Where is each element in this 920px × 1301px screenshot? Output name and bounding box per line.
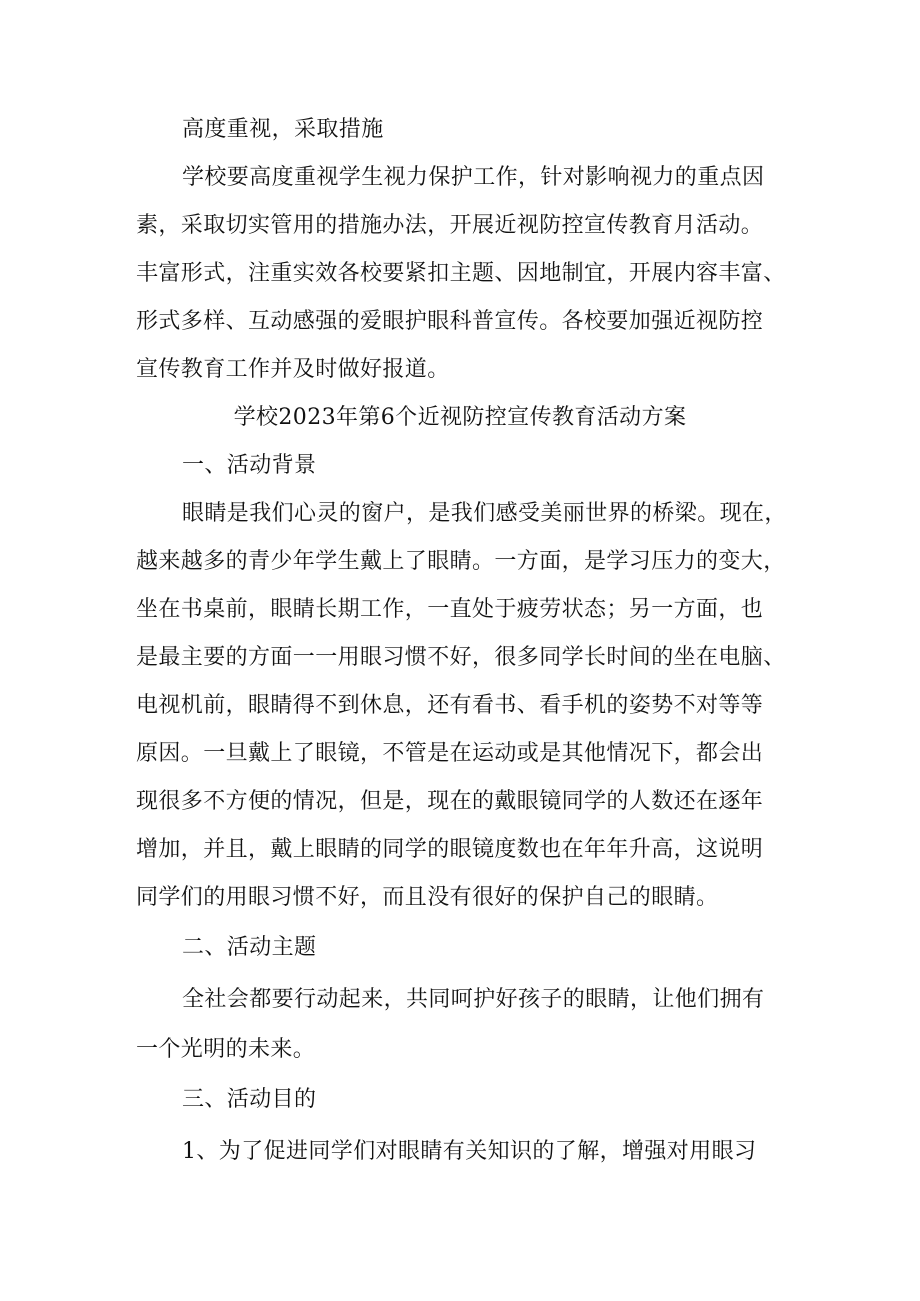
section-heading-purpose: 三、活动目的 — [182, 1087, 317, 1112]
paragraph-line: 是最主要的方面一一用眼习惯不好，很多同学长时间的坐在电脑、 — [136, 645, 786, 670]
paragraph-line: 原因。一旦戴上了眼镜，不管是在运动或是其他情况下，都会出 — [136, 741, 764, 766]
paragraph-line: 学校要高度重视学生视力保护工作，针对影响视力的重点因 — [182, 165, 765, 190]
paragraph-line: 电视机前，眼睛得不到休息，还有看书、看手机的姿势不对等等 — [136, 693, 764, 718]
paragraph-line: 丰富形式，注重实效各校要紧扣主题、因地制宜，开展内容丰富、 — [136, 261, 786, 286]
paragraph-line: 形式多样、互动感强的爱眼护眼科普宣传。各校要加强近视防控 — [136, 309, 764, 334]
paragraph-line: 全社会都要行动起来，共同呵护好孩子的眼睛，让他们拥有 — [182, 987, 765, 1012]
section-heading-background: 一、活动背景 — [182, 453, 317, 478]
paragraph-line: 坐在书桌前，眼睛长期工作，一直处于疲劳状态；另一方面，也 — [136, 597, 764, 622]
section-heading-theme: 二、活动主题 — [182, 935, 317, 960]
paragraph-heading: 高度重视，采取措施 — [182, 117, 384, 142]
paragraph-line: 宣传教育工作并及时做好报道。 — [136, 357, 450, 382]
paragraph-line: 增加，并且，戴上眼睛的同学的眼镜度数也在年年升高，这说明 — [136, 837, 764, 862]
document-title: 学校2023年第6个近视防控宣传教育活动方案 — [233, 405, 687, 430]
paragraph-line: 素，采取切实管用的措施办法，开展近视防控宣传教育月活动。 — [136, 213, 764, 238]
paragraph-line: 越来越多的青少年学生戴上了眼睛。一方面，是学习压力的变大， — [136, 549, 786, 574]
paragraph-line: 一个光明的未来。 — [136, 1037, 316, 1062]
paragraph-line: 1、为了促进同学们对眼睛有关知识的了解，增强对用眼习 — [182, 1139, 757, 1164]
paragraph-line: 同学们的用眼习惯不好，而且没有很好的保护自己的眼睛。 — [136, 885, 719, 910]
paragraph-line: 眼睛是我们心灵的窗户，是我们感受美丽世界的桥梁。现在， — [182, 501, 787, 526]
paragraph-line: 现很多不方便的情况，但是，现在的戴眼镜同学的人数还在逐年 — [136, 789, 764, 814]
